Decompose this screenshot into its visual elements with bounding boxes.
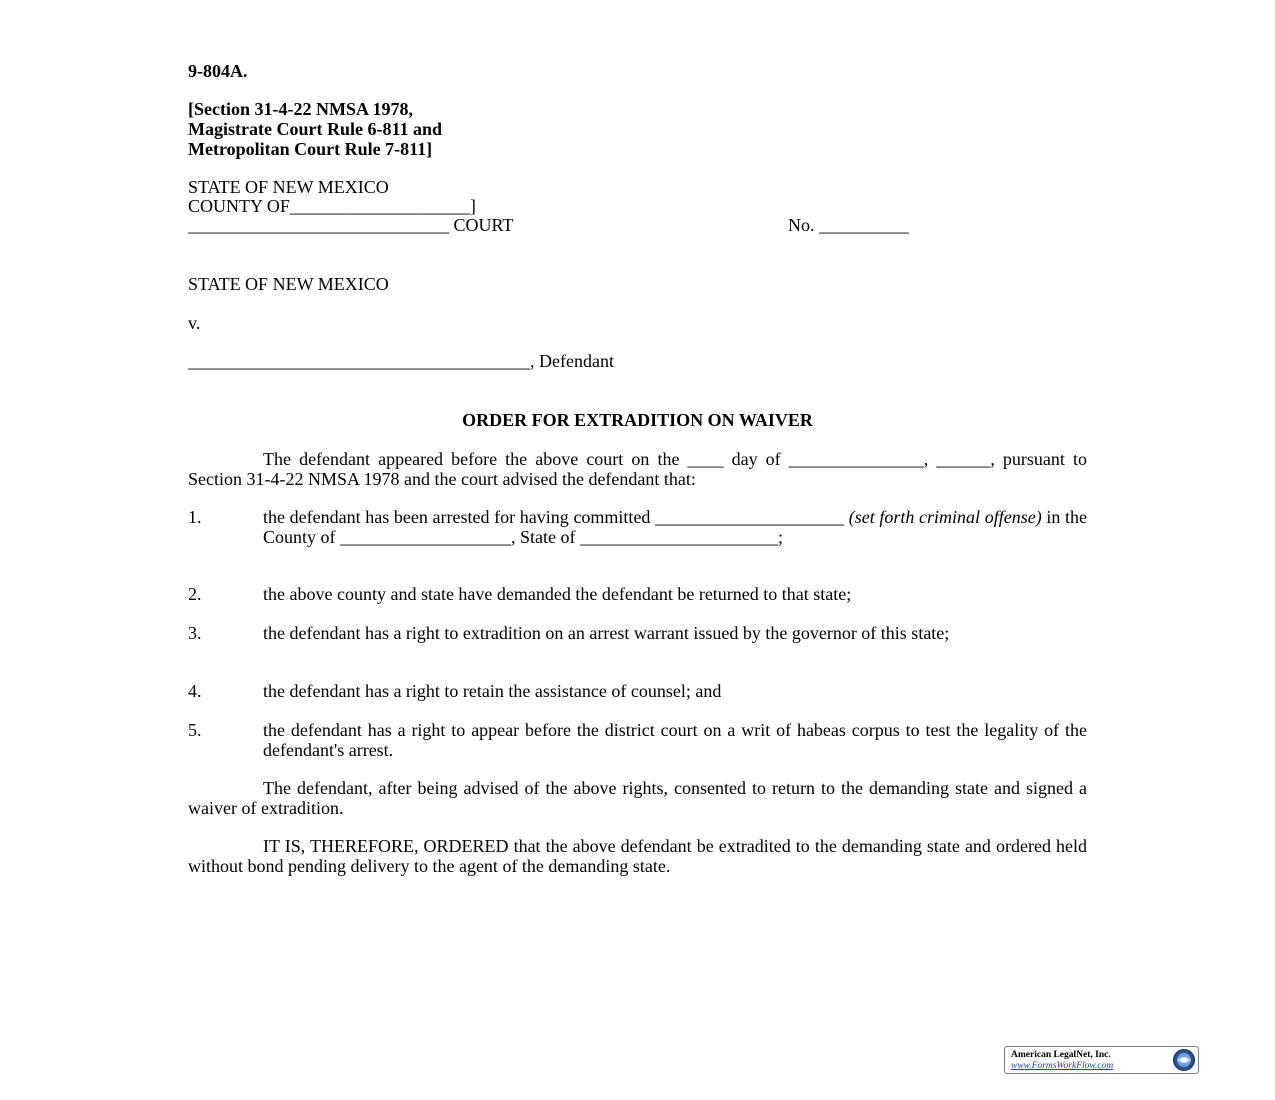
item-number: 2. (188, 584, 202, 604)
item-text: the above county and state have demanded the defendant be returned to that state; (263, 584, 852, 604)
citation-line-3: Metropolitan Court Rule 7-811] (188, 139, 433, 159)
item-text-italic: (set forth criminal offense) (848, 507, 1042, 527)
citation-line-2: Magistrate Court Rule 6-811 and (188, 119, 442, 139)
logo-company-name: American LegalNet, Inc. (1011, 1050, 1111, 1060)
logo-url-link[interactable]: www.FormsWorkFlow.com (1011, 1061, 1114, 1071)
item-text: the defendant has a right to appear before the district court on a writ of habeas corpus to test the legality of the defendant's arrest. (263, 720, 1087, 760)
item-number: 4. (188, 681, 202, 701)
citation-line-1: [Section 31-4-22 NMSA 1978, (188, 99, 413, 119)
globe-icon (1172, 1048, 1196, 1072)
consent-paragraph: The defendant, after being advised of the above rights, consented to return to the demanding state and signed a waiver of extradition. (188, 778, 1087, 818)
defendant-line: ______________________________________, Defendant (188, 351, 614, 371)
item-number: 3. (188, 623, 202, 643)
caption-court: _____________________________ COURT (188, 215, 514, 235)
item-number: 5. (188, 720, 202, 740)
item-text: the defendant has a right to extradition on an arrest warrant issued by the governor of this state; (263, 623, 950, 643)
order-title: ORDER FOR EXTRADITION ON WAIVER (462, 410, 813, 430)
item-text: the defendant has a right to retain the assistance of counsel; and (263, 681, 722, 701)
case-number: No. __________ (788, 215, 909, 235)
plaintiff-name: STATE OF NEW MEXICO (188, 274, 389, 294)
rule-number: 9-804A. (188, 61, 248, 81)
item-text-after: in the County of ___________________, State of ______________________; (263, 507, 1087, 547)
item-number: 1. (188, 507, 202, 527)
american-legalnet-logo[interactable] (1004, 1046, 1199, 1074)
item-text-before: the defendant has been arrested for having committed _____________________ (263, 507, 849, 527)
caption-state: STATE OF NEW MEXICO (188, 177, 389, 197)
ordered-paragraph: IT IS, THEREFORE, ORDERED that the above defendant be extradited to the demanding state and ordered held without bond pending delivery to the agent of the demanding state. (188, 836, 1087, 876)
versus: v. (188, 313, 201, 333)
intro-paragraph: The defendant appeared before the above court on the ____ day of _______________, ______, pursuant to Section 31-4-22 NMSA 1978 and the court advised the defendant that: (188, 449, 1087, 489)
caption-county: COUNTY OF____________________] (188, 196, 476, 216)
item-text (263, 508, 1087, 547)
